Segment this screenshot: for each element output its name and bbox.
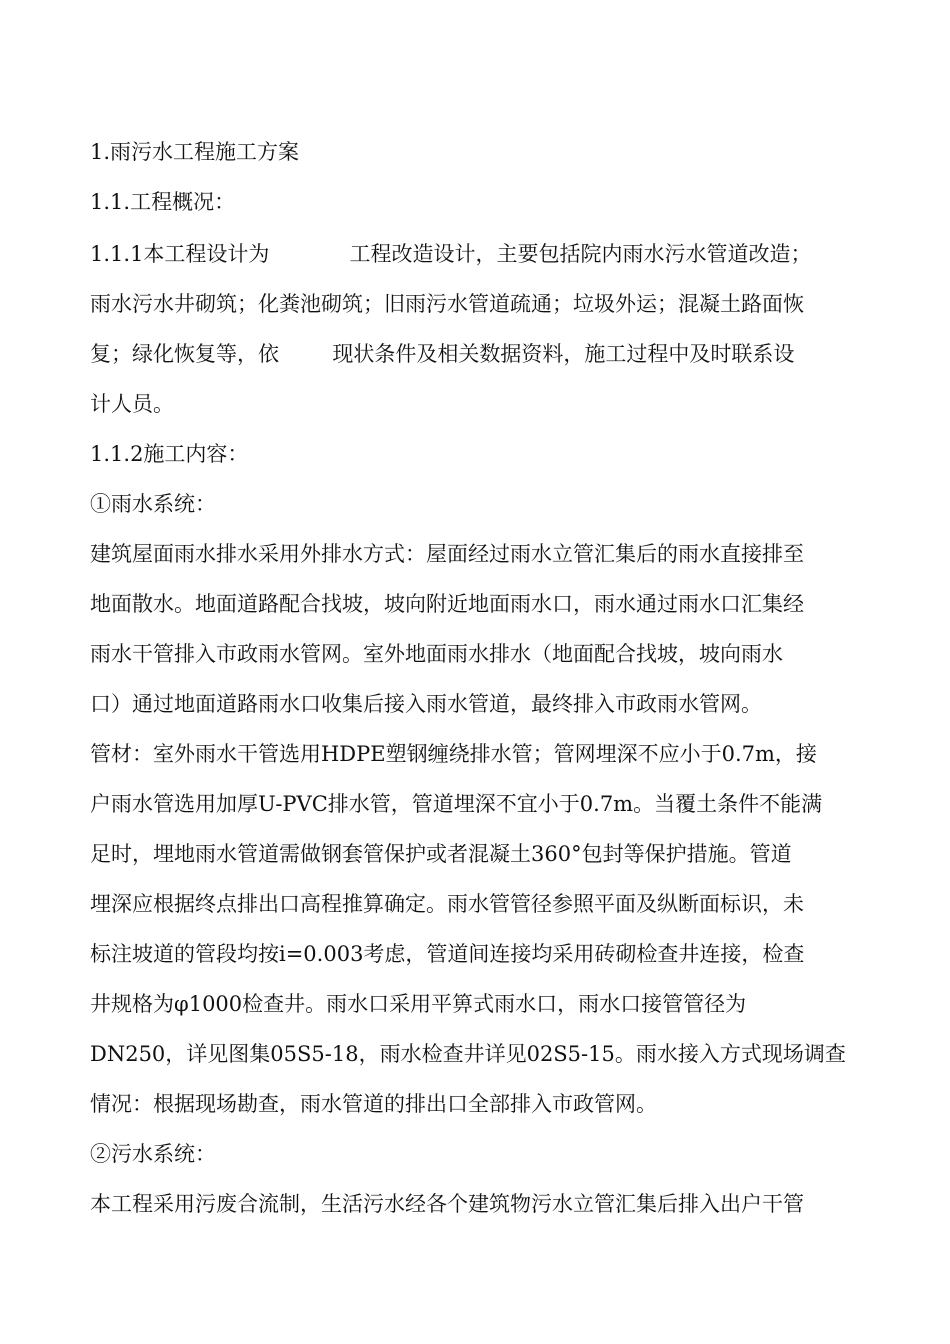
paragraph-line: 口）通过地面道路雨水口收集后接入雨水管道，最终排入市政雨水管网。: [90, 692, 762, 716]
paragraph-line: 本工程采用污废合流制，生活污水经各个建筑物污水立管汇集后排入出户干管: [90, 1192, 804, 1216]
paragraph-line: 建筑屋面雨水排水采用外排水方式：屋面经过雨水立管汇集后的雨水直接排至: [90, 542, 804, 566]
paragraph-line: 埋深应根据终点排出口高程推算确定。雨水管管径参照平面及纵断面标识，未: [90, 892, 804, 916]
paragraph-line: 地面散水。地面道路配合找坡，坡向附近地面雨水口，雨水通过雨水口汇集经: [90, 592, 804, 616]
paragraph-line: 雨水干管排入市政雨水管网。室外地面雨水排水（地面配合找坡，坡向雨水: [90, 642, 783, 666]
paragraph-line: 1.1.1本工程设计为 工程改造设计，主要包括院内雨水污水管道改造；: [90, 242, 812, 266]
paragraph-line: 管材：室外雨水干管选用HDPE塑钢缠绕排水管；管网埋深不应小于0.7m，接: [90, 742, 817, 766]
paragraph-line: 标注坡道的管段均按i=0.003考虑，管道间连接均采用砖砌检查井连接，检查: [90, 942, 805, 966]
paragraph-line: 情况：根据现场勘查，雨水管道的排出口全部排入市政管网。: [90, 1092, 657, 1116]
paragraph-line: 井规格为φ1000检查井。雨水口采用平箅式雨水口，雨水口接管管径为: [90, 992, 747, 1016]
paragraph-line: 雨水污水井砌筑；化粪池砌筑；旧雨污水管道疏通；垃圾外运；混凝土路面恢: [90, 292, 804, 316]
paragraph-line: DN250，详见图集05S5-18，雨水检查井详见02S5-15。雨水接入方式现场调查: [90, 1042, 846, 1066]
system-heading: ②污水系统：: [90, 1142, 216, 1166]
paragraph-line: 户雨水管选用加厚U-PVC排水管，管道埋深不宜小于0.7m。当覆土条件不能满: [90, 792, 823, 816]
subsection-heading: 1.1.2施工内容：: [90, 442, 249, 466]
subsection-heading: 1.1.工程概况：: [90, 190, 236, 214]
paragraph-line: 计人员。: [90, 392, 174, 416]
paragraph-line: 足时，埋地雨水管道需做钢套管保护或者混凝土360°包封等保护措施。管道: [90, 842, 792, 866]
system-heading: ①雨水系统：: [90, 492, 216, 516]
paragraph-line: 复；绿化恢复等，依 现状条件及相关数据资料，施工过程中及时联系设: [90, 342, 795, 366]
section-heading: 1.雨污水工程施工方案: [90, 140, 300, 164]
